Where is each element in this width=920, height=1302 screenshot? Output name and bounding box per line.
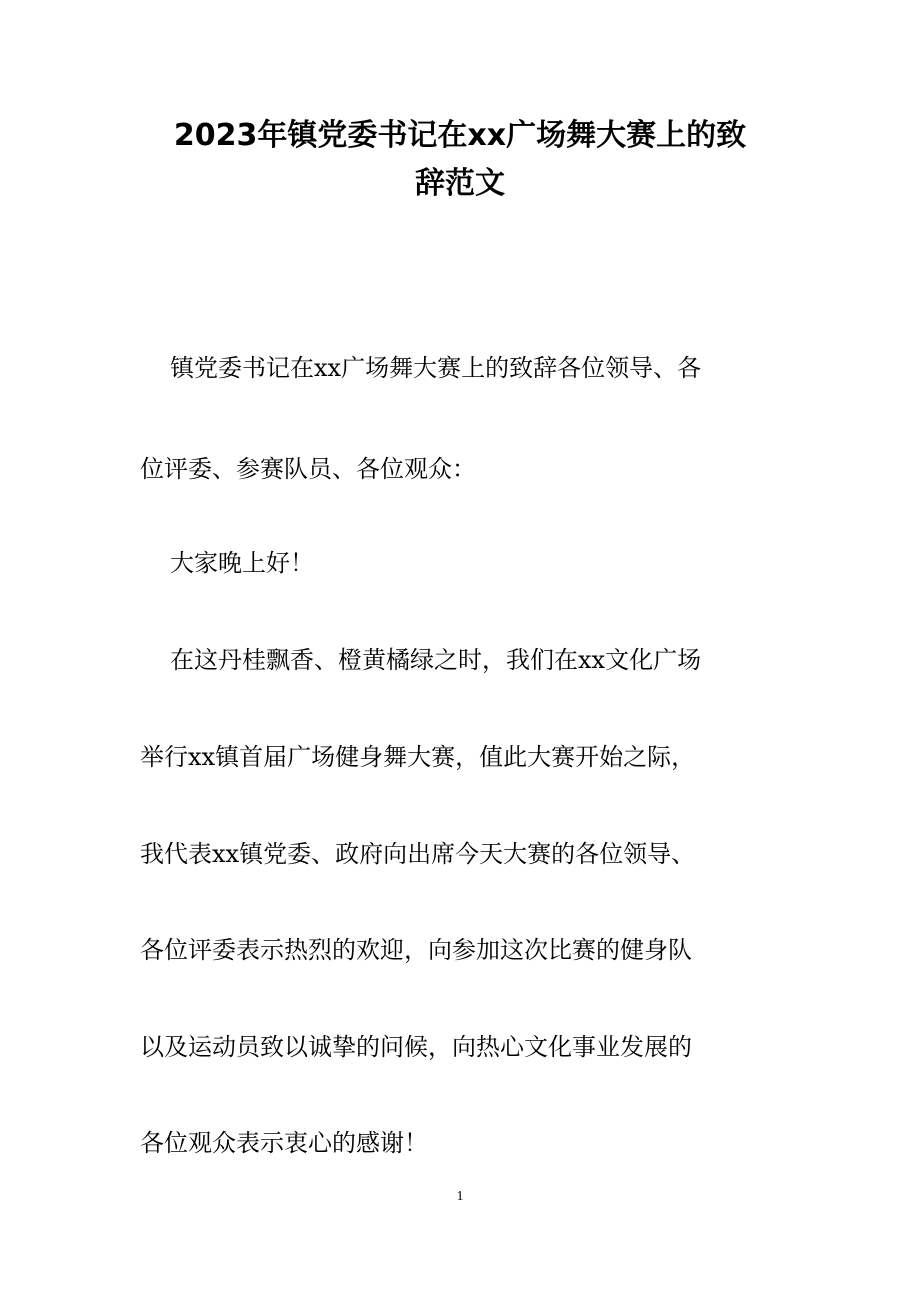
paragraph-line-3: 我代表xx镇党委、政府向出席今天大赛的各位领导、	[140, 840, 696, 868]
paragraph-line-6: 各位观众表示衷心的感谢！	[140, 1129, 428, 1157]
document-title-line-1: 2023年镇党委书记在xx广场舞大赛上的致	[173, 118, 747, 153]
salutation-line-1: 镇党委书记在xx广场舞大赛上的致辞各位领导、各	[170, 354, 702, 382]
salutation-line-2: 位评委、参赛队员、各位观众：	[140, 455, 476, 483]
document-title-line-2: 辞范文	[415, 166, 505, 201]
paragraph-line-4: 各位评委表示热烈的欢迎，向参加这次比赛的健身队	[140, 936, 692, 964]
paragraph-line-5: 以及运动员致以诚挚的问候，向热心文化事业发展的	[140, 1033, 692, 1061]
paragraph-line-2: 举行xx镇首届广场健身舞大赛，值此大赛开始之际，	[140, 743, 696, 771]
page-number: 1	[456, 1189, 464, 1204]
paragraph-line-1: 在这丹桂飘香、橙黄橘绿之时，我们在xx文化广场	[170, 646, 702, 674]
greeting-line: 大家晚上好！	[170, 549, 314, 577]
